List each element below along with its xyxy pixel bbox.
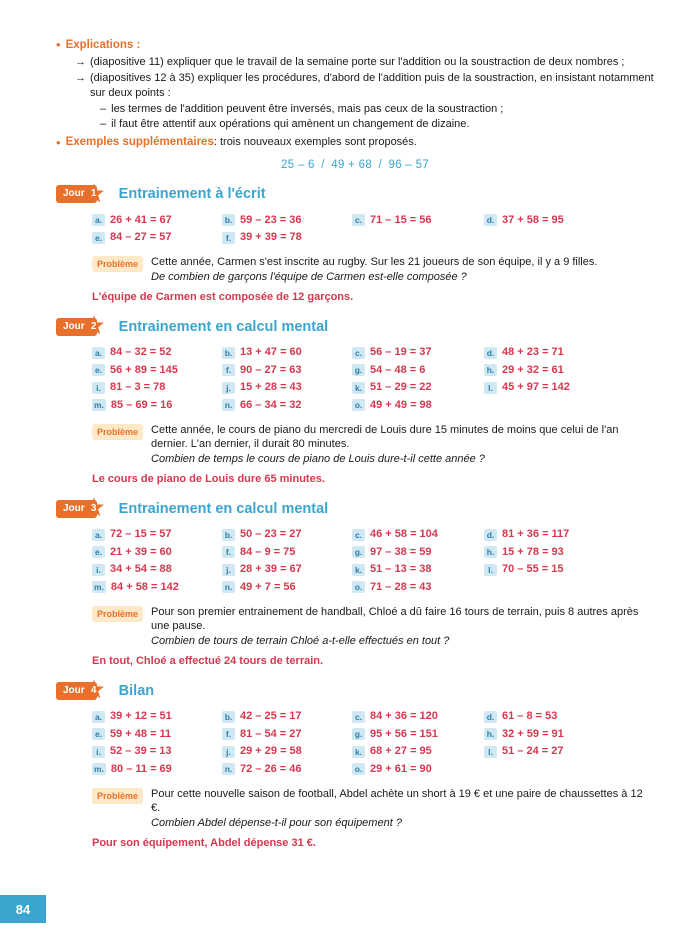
exercise-text: 71 – 28 = 43 xyxy=(370,580,432,593)
exercise-item-empty xyxy=(352,230,484,245)
exercise-letter: f. xyxy=(222,232,235,244)
exercise-text: 51 – 24 = 27 xyxy=(502,745,564,757)
exercise-letter: a. xyxy=(92,214,105,226)
exercise-letter: n. xyxy=(222,399,235,411)
exercise-item xyxy=(222,562,352,577)
exercise-text: 72 – 15 = 57 xyxy=(110,528,172,540)
explanations-heading xyxy=(56,38,654,53)
exercise-letter: g. xyxy=(352,546,365,558)
exercise-text: 70 – 55 = 15 xyxy=(502,563,564,575)
exercise-text: 84 – 32 = 52 xyxy=(110,346,172,358)
exercise-item xyxy=(222,580,352,595)
exercise-letter: c. xyxy=(352,214,365,226)
exercise-item xyxy=(222,380,352,395)
exercise-letter: a. xyxy=(92,347,105,359)
exercise-text: 80 – 11 = 69 xyxy=(110,762,172,775)
exercise-item xyxy=(92,580,222,595)
exercise-text: 84 – 27 = 57 xyxy=(110,231,172,243)
exercise-letter: k. xyxy=(352,382,365,394)
exercise-text: 29 + 32 = 61 xyxy=(502,363,564,376)
exercise-letter: h. xyxy=(484,364,497,376)
exercise-item xyxy=(484,744,624,759)
exercise-letter: c. xyxy=(352,347,365,359)
exercise-letter: d. xyxy=(484,711,497,723)
bullet-dot-icon: • xyxy=(56,134,61,150)
exercise-text: 59 – 23 = 36 xyxy=(240,213,302,226)
problem-badge: Problème xyxy=(92,424,143,440)
day-title: Entrainement en calcul mental xyxy=(118,318,329,335)
dash-icon: – xyxy=(100,118,107,130)
day-section xyxy=(56,184,654,304)
exercise-letter: o. xyxy=(352,763,365,775)
exercise-text: 48 + 23 = 71 xyxy=(502,346,564,358)
explanation-arrow-line xyxy=(75,55,654,71)
exercise-letter: g. xyxy=(352,728,365,740)
day-title: Bilan xyxy=(118,682,155,699)
exercise-item xyxy=(484,213,624,228)
exercise-text: 81 + 36 = 117 xyxy=(502,528,570,540)
exercise-text: 84 + 58 = 142 xyxy=(110,580,179,593)
exercise-letter: k. xyxy=(352,564,365,576)
exercise-item xyxy=(352,398,484,413)
exercise-text: 32 + 59 = 91 xyxy=(502,727,564,740)
problem-question: Combien de temps le cours de piano de Louis dure-t-il cette année ? xyxy=(151,452,485,465)
exercise-item xyxy=(222,363,352,378)
exercise-grid xyxy=(92,527,654,595)
day-header xyxy=(56,498,654,519)
exercise-text: 56 – 19 = 37 xyxy=(370,346,432,358)
exercise-letter: b. xyxy=(222,529,235,541)
day-word-label: Jour xyxy=(56,318,97,336)
exercise-item xyxy=(352,727,484,742)
exercise-item xyxy=(352,363,484,378)
exercise-letter: a. xyxy=(92,529,105,541)
day-badge xyxy=(56,184,97,205)
exercise-text: 21 + 39 = 60 xyxy=(110,545,172,558)
exercise-text: 52 – 39 = 13 xyxy=(110,745,172,757)
exercise-text: 34 + 54 = 88 xyxy=(110,563,172,575)
day-header xyxy=(56,316,654,337)
exercise-item xyxy=(92,230,222,245)
exercise-letter: e. xyxy=(92,546,105,558)
exercise-letter: e. xyxy=(92,232,105,244)
exercise-item xyxy=(222,545,352,560)
exercise-letter: a. xyxy=(92,711,105,723)
exercise-item xyxy=(222,762,352,777)
exercise-text: 54 – 48 = 6 xyxy=(370,363,426,376)
exercise-letter: h. xyxy=(484,728,497,740)
supplementary-rest: : trois nouveaux exemples sont proposés. xyxy=(213,135,417,148)
exercise-letter: c. xyxy=(352,711,365,723)
exercise-letter: f. xyxy=(222,728,235,740)
day-title: Entrainement en calcul mental xyxy=(118,500,329,517)
problem-badge: Problème xyxy=(92,788,143,804)
problem-block xyxy=(92,423,654,467)
explanation-arrow-line xyxy=(75,71,654,102)
exercise-text: 37 + 58 = 95 xyxy=(502,213,564,226)
exercise-letter: j. xyxy=(222,564,235,576)
exercise-item xyxy=(222,709,352,724)
supplementary-heading xyxy=(56,136,654,150)
exercise-item xyxy=(222,230,352,245)
exercise-letter: f. xyxy=(222,364,235,376)
exercise-item xyxy=(92,527,222,542)
exercise-item xyxy=(352,709,484,724)
exercise-text: 90 – 27 = 63 xyxy=(240,363,302,376)
exercise-letter: k. xyxy=(352,746,365,758)
exercise-letter: l. xyxy=(484,382,497,394)
exercise-letter: b. xyxy=(222,711,235,723)
day-title: Entrainement à l'écrit xyxy=(118,186,266,202)
exercise-text: 71 – 15 = 56 xyxy=(370,213,432,226)
exercise-text: 39 + 12 = 51 xyxy=(110,710,172,722)
exercise-text: 29 + 61 = 90 xyxy=(370,762,432,775)
exercise-letter: o. xyxy=(352,399,365,411)
exercise-grid xyxy=(92,213,654,246)
exercise-grid xyxy=(92,709,654,777)
exercise-item xyxy=(484,562,624,577)
exercise-letter: d. xyxy=(484,347,497,359)
example-separator: / xyxy=(378,158,383,171)
exercise-letter: d. xyxy=(484,214,497,226)
explanation-dash-text: il faut être attentif aux opérations qui amènent un changement de dizaine. xyxy=(111,118,470,130)
problem-answer: Le cours de piano de Louis dure 65 minutes. xyxy=(92,473,325,485)
day-number: 1 xyxy=(90,188,97,199)
exercise-item xyxy=(484,727,624,742)
exercise-item xyxy=(222,345,352,360)
day-header xyxy=(56,680,654,701)
exercise-letter: m. xyxy=(94,400,104,410)
exercise-item xyxy=(92,744,222,759)
day-section xyxy=(56,498,654,667)
exercise-text: 81 – 54 = 27 xyxy=(240,727,302,740)
exercise-item xyxy=(352,545,484,560)
arrow-right-icon: → xyxy=(75,71,86,84)
exercise-letter: j. xyxy=(222,382,235,394)
exercise-letter: f. xyxy=(222,546,235,558)
intro-block xyxy=(56,38,654,171)
explanation-dash-line xyxy=(100,102,654,118)
day-number: 4 xyxy=(90,684,97,696)
problem-answer: L'équipe de Carmen est composée de 12 garçons. xyxy=(92,291,354,303)
problem-answer: En tout, Chloé a effectué 24 tours de terrain. xyxy=(92,655,324,667)
exercise-text: 59 + 48 = 11 xyxy=(110,727,172,740)
exercise-letter: g. xyxy=(352,364,365,376)
exercise-text: 26 + 41 = 67 xyxy=(110,213,172,226)
exercise-item xyxy=(222,527,352,542)
exercise-letter: b. xyxy=(222,214,235,226)
day-word-label: Jour xyxy=(56,682,97,700)
exercise-grid xyxy=(92,345,654,413)
day-number: 2 xyxy=(90,320,97,332)
problem-text xyxy=(151,787,654,831)
exercise-item xyxy=(484,380,624,395)
exercise-item xyxy=(352,213,484,228)
exercise-item xyxy=(92,545,222,560)
exercise-letter: o. xyxy=(352,581,365,593)
exercise-text: 81 – 3 = 78 xyxy=(110,381,166,393)
problem-badge: Problème xyxy=(92,256,143,272)
exercise-text: 45 + 97 = 142 xyxy=(502,381,570,393)
exercise-text: 15 + 78 = 93 xyxy=(502,545,564,558)
exercise-letter: i. xyxy=(92,564,105,576)
day-word-label: Jour xyxy=(56,185,97,203)
exercise-item xyxy=(92,709,222,724)
day-header xyxy=(56,184,654,205)
exercise-text: 51 – 29 = 22 xyxy=(370,381,432,393)
exercise-item-empty xyxy=(484,762,624,777)
exercise-letter: l. xyxy=(484,564,497,576)
exercise-text: 49 + 49 = 98 xyxy=(370,398,432,411)
exercise-letter: e. xyxy=(92,728,105,740)
exercise-item xyxy=(352,527,484,542)
exercise-item xyxy=(484,363,624,378)
exercise-item xyxy=(484,527,624,542)
exercise-text: 13 + 47 = 60 xyxy=(240,346,302,358)
day-section xyxy=(56,680,654,849)
exercise-item xyxy=(92,363,222,378)
exercise-text: 29 + 29 = 58 xyxy=(240,745,302,757)
bullet-dot-icon: • xyxy=(56,37,61,52)
exercise-item xyxy=(92,213,222,228)
day-badge xyxy=(56,316,97,337)
exercise-letter: d. xyxy=(484,529,497,541)
problem-question: De combien de garçons l'équipe de Carmen est-elle composée ? xyxy=(151,270,467,283)
exercise-letter: b. xyxy=(222,347,235,359)
exercise-text: 84 + 36 = 120 xyxy=(370,710,438,722)
exercise-item xyxy=(484,545,624,560)
explanations-label: Explications : xyxy=(65,39,141,51)
exercise-letter: n. xyxy=(222,763,235,775)
problem-statement: Pour son premier entrainement de handball, Chloé a dû faire 16 tours de terrain, puis 8 autres après une pause. xyxy=(151,605,639,632)
exercise-text: 85 – 69 = 16 xyxy=(110,398,173,411)
explanation-dash-text: les termes de l'addition peuvent être inversés, mais pas ceux de la soustraction ; xyxy=(111,102,504,115)
exercise-item xyxy=(352,345,484,360)
exercise-letter: j. xyxy=(222,746,235,758)
exercise-letter: i. xyxy=(92,382,105,394)
day-badge xyxy=(56,498,97,519)
exercise-item xyxy=(352,580,484,595)
exercise-text: 95 + 56 = 151 xyxy=(370,727,438,740)
problem-question: Combien Abdel dépense-t-il pour son équipement ? xyxy=(151,816,402,829)
exercise-item xyxy=(352,380,484,395)
exercise-text: 28 + 39 = 67 xyxy=(240,563,302,575)
exercise-item-empty xyxy=(484,580,624,595)
problem-badge: Problème xyxy=(92,606,143,622)
example-separator: / xyxy=(321,158,325,171)
problem-block xyxy=(92,787,654,831)
problem-block xyxy=(92,605,654,649)
exercise-item xyxy=(92,345,222,360)
day-section xyxy=(56,316,654,485)
problem-statement: Pour cette nouvelle saison de football, Abdel achète un short à 19 € et une paire de chaussettes à 12 €. xyxy=(151,787,643,814)
exercise-item xyxy=(92,727,222,742)
exercise-text: 49 + 7 = 56 xyxy=(240,580,296,593)
exercise-text: 56 + 89 = 145 xyxy=(110,363,178,376)
exercise-text: 72 – 26 = 46 xyxy=(240,762,302,775)
dash-icon: – xyxy=(100,102,107,115)
problem-text xyxy=(151,605,654,649)
arrow-right-icon: → xyxy=(75,56,86,68)
exercise-item xyxy=(92,562,222,577)
exercise-item xyxy=(222,744,352,759)
exercise-letter: n. xyxy=(222,581,235,593)
day-badge xyxy=(56,680,97,701)
exercise-text: 50 – 23 = 27 xyxy=(240,528,302,540)
problem-statement: Cette année, Carmen s'est inscrite au rugby. Sur les 21 joueurs de son équipe, il y a 9 filles. xyxy=(151,256,598,268)
exercise-letter: e. xyxy=(92,364,105,376)
exercise-letter: c. xyxy=(352,529,365,541)
problem-question: Combien de tours de terrain Chloé a-t-elle effectués en tout ? xyxy=(151,634,450,647)
exercise-text: 15 + 28 = 43 xyxy=(240,381,302,393)
exercise-text: 66 – 34 = 32 xyxy=(240,398,302,411)
problem-statement: Cette année, le cours de piano du mercredi de Louis dure 15 minutes de moins que celui de l'an dernier. L'an dernier, il durait 80 minutes. xyxy=(151,423,619,450)
exercise-text: 51 – 13 = 38 xyxy=(370,563,432,575)
exercise-item xyxy=(92,762,222,777)
exercise-text: 39 + 39 = 78 xyxy=(240,231,302,243)
day-number: 3 xyxy=(90,502,97,514)
exercise-item xyxy=(222,398,352,413)
explanation-arrow-text: (diapositives 12 à 35) expliquer les procédures, d'abord de l'addition puis de la soustraction, en insistant notamment sur deux points : xyxy=(90,71,654,99)
exercise-text: 97 – 38 = 59 xyxy=(370,545,432,558)
problem-answer: Pour son équipement, Abdel dépense 31 €. xyxy=(92,837,316,849)
exercise-item xyxy=(484,345,624,360)
exercise-letter: l. xyxy=(484,746,497,758)
exercise-letter: m. xyxy=(94,764,104,774)
exercise-text: 61 – 8 = 53 xyxy=(502,710,558,722)
supplementary-label: Exemples supplémentaires xyxy=(65,135,214,148)
exercise-text: 46 + 58 = 104 xyxy=(370,528,438,540)
exercise-text: 68 + 27 = 95 xyxy=(370,745,432,757)
exercise-text: 84 – 9 = 75 xyxy=(240,545,296,558)
example-1: 25 – 6 xyxy=(280,158,315,171)
explanation-dash-line xyxy=(100,117,654,133)
explanation-arrow-text: (diapositive 11) expliquer que le travail de la semaine porte sur l'addition ou la soustraction de deux nombres ; xyxy=(90,56,625,68)
exercise-item xyxy=(92,398,222,413)
exercise-item xyxy=(352,562,484,577)
example-2: 49 + 68 xyxy=(331,158,373,171)
problem-text xyxy=(151,423,654,467)
exercise-item xyxy=(484,709,624,724)
page-number: 84 xyxy=(0,895,46,923)
example-3: 96 – 57 xyxy=(388,158,430,171)
exercise-item xyxy=(222,213,352,228)
exercise-item xyxy=(352,744,484,759)
exercise-letter: m. xyxy=(94,582,104,592)
problem-text xyxy=(151,255,597,284)
exercise-item xyxy=(222,727,352,742)
exercise-item-empty xyxy=(484,398,624,413)
exercise-letter: i. xyxy=(92,746,105,758)
supplementary-examples xyxy=(56,159,654,171)
exercise-text: 42 – 25 = 17 xyxy=(240,710,302,722)
exercise-item xyxy=(92,380,222,395)
problem-block xyxy=(92,255,654,284)
exercise-letter: h. xyxy=(484,546,497,558)
exercise-item-empty xyxy=(484,230,624,245)
day-word-label: Jour xyxy=(56,500,97,518)
exercise-item xyxy=(352,762,484,777)
